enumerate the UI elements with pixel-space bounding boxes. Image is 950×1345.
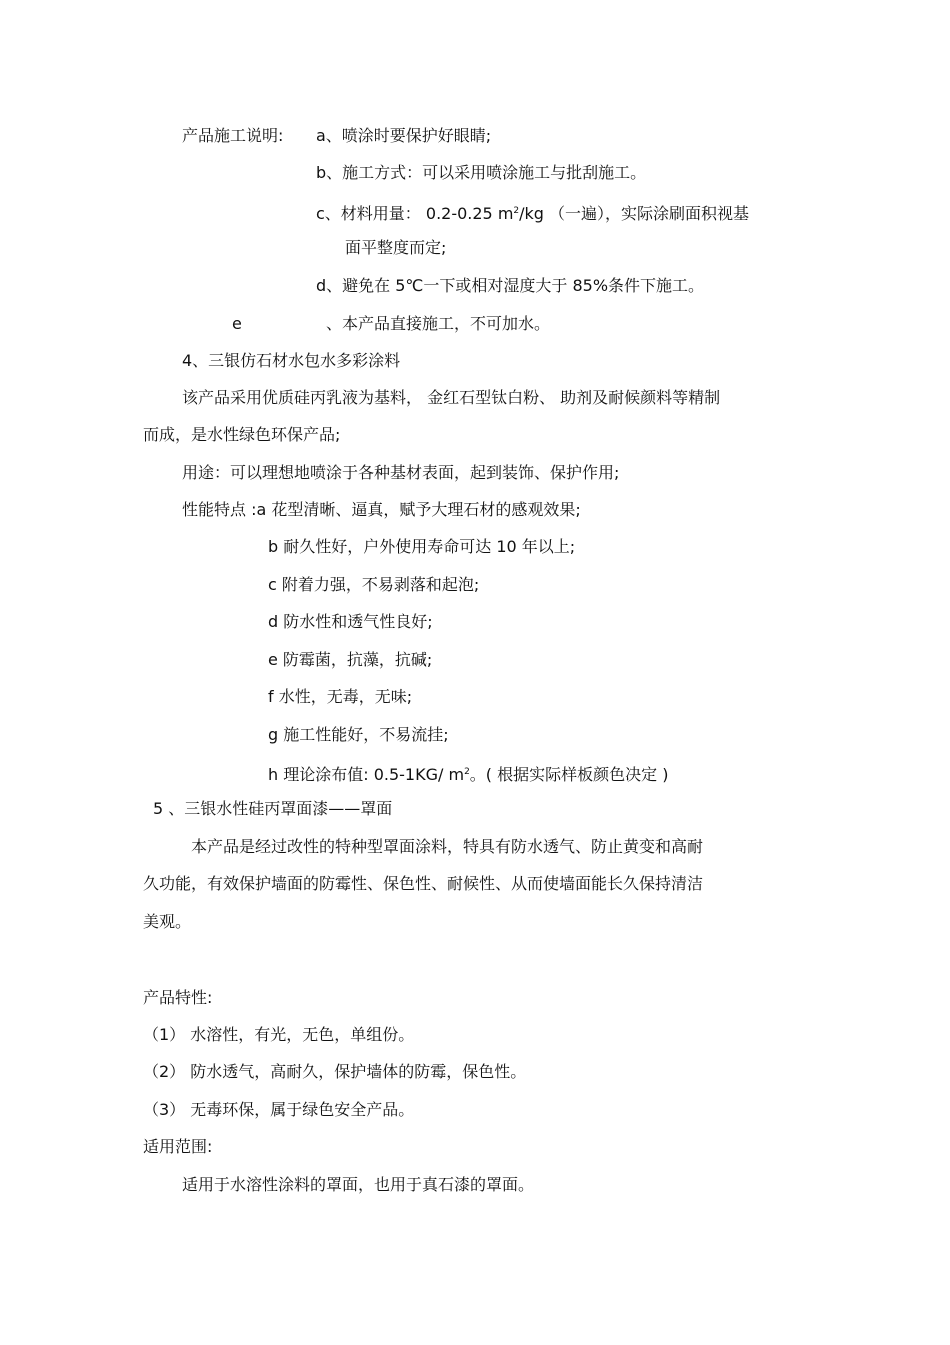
construction-item-e: 、本产品直接施工，不可加水。 — [326, 314, 551, 333]
product-properties-label: 产品特性: — [143, 988, 213, 1007]
section-4-features-label: 性能特点 :a 花型清晰、逼真，赋予大理石材的感观效果; — [182, 500, 581, 519]
construction-item-a: a、喷涂时要保护好眼睛; — [316, 126, 492, 145]
feature-item-h-text-end: 。( 根据实际样板颜色决定 ) — [469, 765, 669, 784]
construction-item-e-letter: e — [232, 314, 242, 333]
scope-label: 适用范围: — [143, 1137, 213, 1156]
construction-item-c-continued: 面平整度而定; — [345, 238, 447, 257]
section-5-description-continued: 久功能，有效保护墙面的防霉性、保色性、耐候性、从而使墙面能长久保持清洁 — [143, 874, 704, 893]
feature-item: d 防水性和透气性良好; — [268, 612, 433, 631]
section-5-description: 本产品是经过改性的特种型罩面涂料，特具有防水透气、防止黄变和高耐 — [191, 837, 704, 856]
construction-item-c — [316, 201, 749, 224]
construction-item-c-text: c、材料用量： 0.2-0.25 m — [316, 204, 514, 223]
scope-text: 适用于水溶性涂料的罩面，也用于真石漆的罩面。 — [182, 1175, 535, 1194]
superscript: 2 — [513, 206, 520, 216]
section-4-description: 该产品采用优质硅丙乳液为基料， 金红石型钛白粉、 助剂及耐候颜料等精制 — [182, 388, 721, 407]
section-5-title: 5 、三银水性硅丙罩面漆——罩面 — [153, 799, 393, 818]
property-item: （3） 无毒环保，属于绿色安全产品。 — [143, 1100, 415, 1119]
construction-item-c-text-end: /kg （一遍），实际涂刷面积视基 — [519, 204, 750, 223]
construction-label: 产品施工说明: — [182, 126, 284, 145]
construction-item-d: d、避免在 5℃一下或相对湿度大于 85%条件下施工。 — [316, 276, 705, 295]
feature-item: b 耐久性好，户外使用寿命可达 10 年以上; — [268, 537, 576, 556]
feature-item-h-text: h 理论涂布值: 0.5-1KG/ m — [268, 765, 465, 784]
feature-item: g 施工性能好，不易流挂; — [268, 725, 449, 744]
section-4-title: 4、三银仿石材水包水多彩涂料 — [182, 351, 401, 370]
construction-item-b: b、施工方式：可以采用喷涂施工与批刮施工。 — [316, 163, 647, 182]
feature-item: e 防霉菌，抗藻，抗碱; — [268, 650, 433, 669]
section-5-description-end: 美观。 — [143, 912, 192, 931]
property-item: （2） 防水透气，高耐久，保护墙体的防霉，保色性。 — [143, 1062, 527, 1081]
property-item: （1） 水溶性，有光，无色，单组份。 — [143, 1025, 415, 1044]
feature-item-h — [268, 762, 668, 785]
feature-item: f 水性，无毒，无味; — [268, 687, 413, 706]
section-4-description-continued: 而成，是水性绿色环保产品; — [143, 425, 341, 444]
feature-item: c 附着力强，不易剥落和起泡; — [268, 575, 480, 594]
superscript: 2 — [464, 767, 470, 777]
section-4-usage: 用途：可以理想地喷涂于各种基材表面，起到装饰、保护作用; — [182, 463, 620, 482]
